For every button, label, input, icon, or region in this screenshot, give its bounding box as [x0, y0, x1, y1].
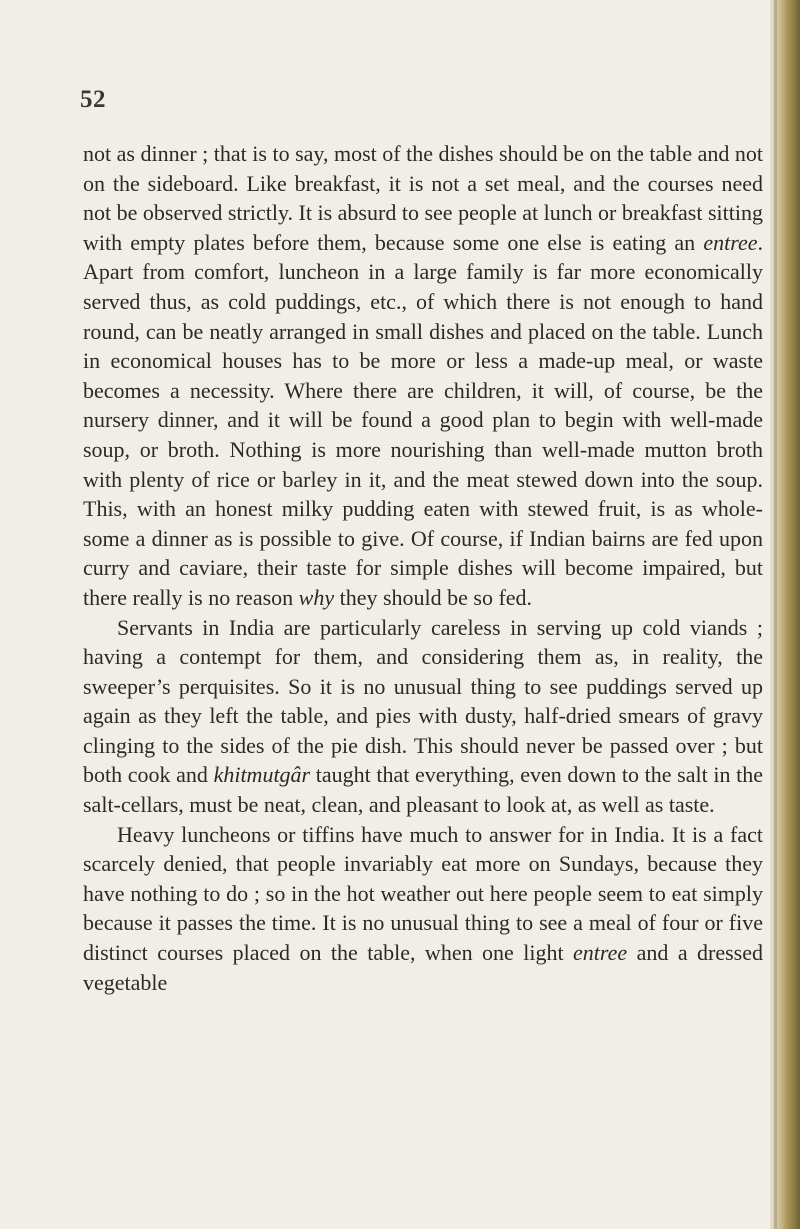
- body-text: [83, 139, 763, 997]
- paragraph-1: [83, 139, 763, 613]
- italic-term-entree: entree: [703, 229, 758, 255]
- text-run: they should be so fed.: [334, 584, 533, 610]
- text-run: not as dinner ; that is to say, most of the dishes should be on the table and not on the sideboard. Like breakfast, it is not a set meal, and the courses need not be observed strictly. It is absurd to see people at lunch or breakfast sitting with empty plates before them, because some one else is eating an: [83, 141, 763, 255]
- page-binding-edge: [770, 0, 800, 1229]
- page-number: 52: [80, 86, 106, 113]
- italic-term-why: why: [298, 584, 335, 610]
- text-run: Servants in India are particularly careless in serving up cold viands ; having a contempt for them, and considering them as, in reality, the sweeper’s perquisites. So it is no unusual thing to see puddings served up again as they left the table, and pies with dusty, half-dried smears of gravy clinging to the sides of the pie dish. This should never be passed over ; but both cook and: [83, 614, 763, 788]
- text-run: taught that everything, even down to the salt in the salt-cellars, must be neat, clean, and pleasant to look at, as well as taste.: [83, 762, 763, 818]
- text-run: and a dressed vegetable: [83, 940, 764, 995]
- paragraph-2: [83, 613, 763, 820]
- text-run: Heavy luncheons or tiffins have much to answer for in India. It is a fact scarcely denied, that people invariably eat more on Sundays, because they have nothing to do ; so in the hot weather out here people seem to eat simply because it passes the time. It is no unusual thing to see a meal of four or five distinct courses placed on the table, when one light: [83, 821, 763, 966]
- paragraph-3: [83, 820, 763, 998]
- italic-term-entree: entree: [573, 940, 628, 966]
- text-run: . Apart from comfort, luncheon in a large family is far more economically served thus, as cold puddings, etc., of which there is not enough to hand round, can be neatly arranged in small dishes and placed on the table. Lunch in economical houses has to be more or less a made-up meal, or waste becomes a necessity. Where there are children, it will, of course, be the nursery dinner, and it will be found a good plan to begin with well-made soup, or broth. Nothing is more nourishing than well-made mutton broth with plenty of rice or barley in it, and the meat stewed down into the soup. This, with an honest milky pudding eaten with stewed fruit, is as whole-some a dinner as is possible to give. Of course, if Indian bairns are fed upon curry and caviare, their taste for simple dishes will become impaired, but there really is no reason: [83, 229, 763, 610]
- italic-term-khitmutgar: khitmutgâr: [213, 762, 311, 788]
